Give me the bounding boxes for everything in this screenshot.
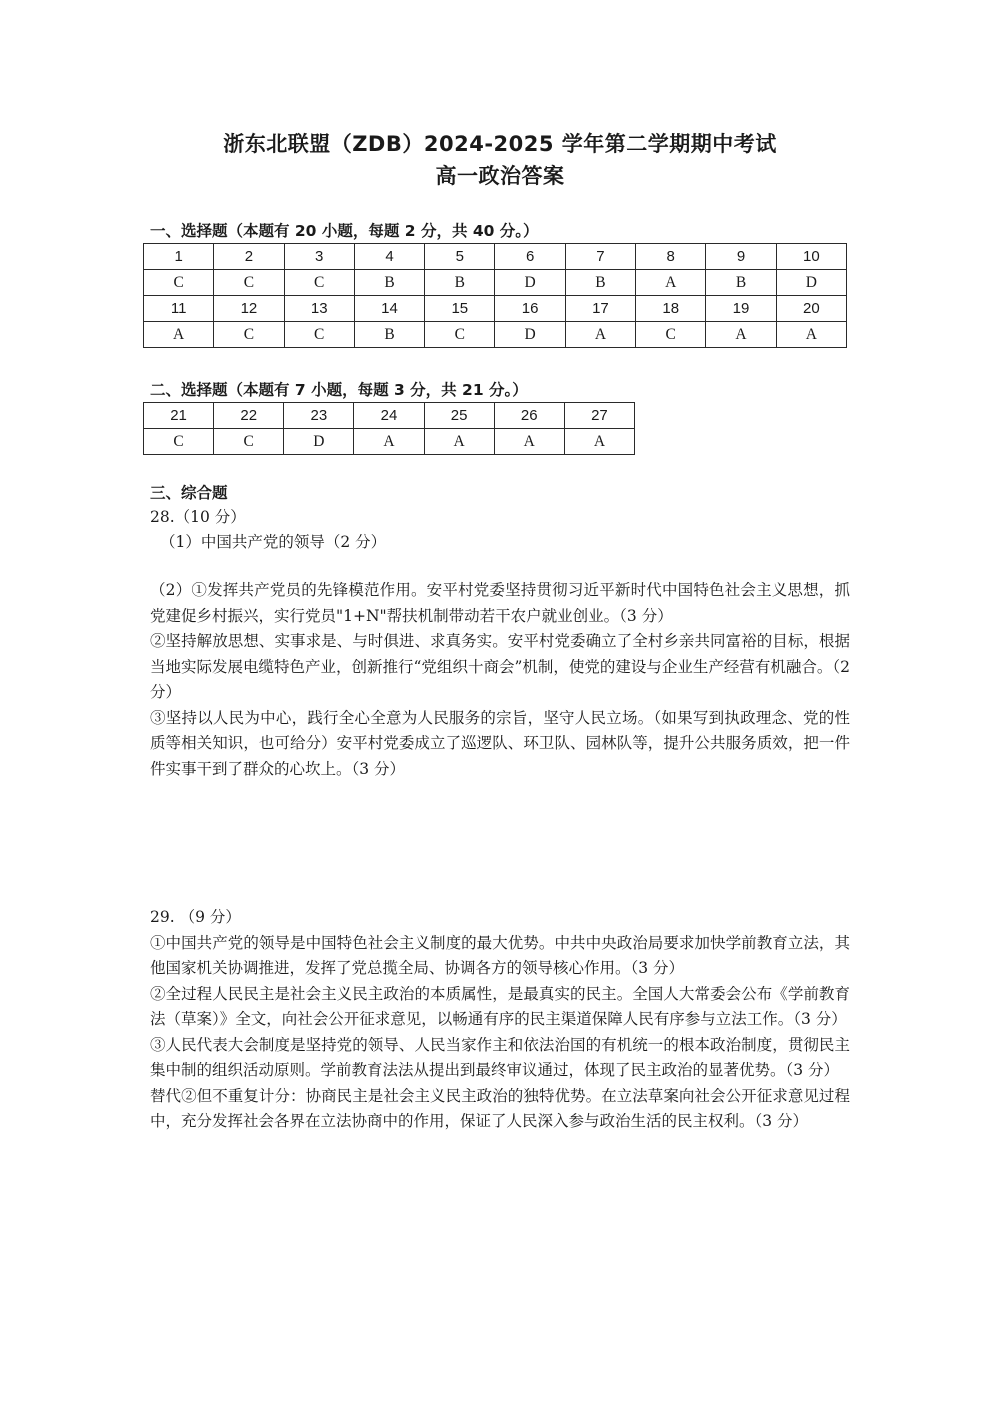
q29-point-1: ①中国共产党的领导是中国特色社会主义制度的最大优势。中共中央政治局要求加快学前教育立法，其他国家机关协调推进，发挥了党总揽全局、协调各方的领导核心作用。（3 分） xyxy=(150,933,850,977)
q28-point-3: ③坚持以人民为中心，践行全心全意为人民服务的宗旨，坚守人民立场。（如果写到执政理念、党的性质等相关知识，也可给分）安平村党委成立了巡逻队、环卫队、园林队等，提升公共服务质效，把一件件实事干到了群众的心坎上。（3 分） xyxy=(150,708,850,778)
table-row xyxy=(144,429,635,455)
q29-block xyxy=(150,905,850,1135)
question-number: 10 xyxy=(776,244,846,270)
question-number: 7 xyxy=(565,244,635,270)
answer-cell: B xyxy=(565,270,635,296)
question-number: 2 xyxy=(214,244,284,270)
document-title: 浙东北联盟（ZDB）2024-2025 学年第二学期期中考试 xyxy=(223,132,777,156)
answer-cell: A xyxy=(565,322,635,348)
answer-cell: A xyxy=(494,429,564,455)
answer-cell: C xyxy=(144,270,214,296)
section2-heading: 二、选择题（本题有 7 小题，每题 3 分，共 21 分。） xyxy=(150,381,528,399)
answer-cell: C xyxy=(214,322,284,348)
answer-cell: C xyxy=(214,270,284,296)
q29-point-2: ②全过程人民民主是社会主义民主政治的本质属性，是最真实的民主。全国人大常委会公布《学前教育法（草案）》全文，向社会公开征求意见，以畅通有序的民主渠道保障人民有序参与立法工作。（3 分） xyxy=(150,984,850,1028)
q28-header: 28.（10 分） xyxy=(150,508,246,526)
q28-part1: （1）中国共产党的领导（2 分） xyxy=(160,533,387,551)
answer-cell: B xyxy=(706,270,776,296)
question-number: 20 xyxy=(776,296,846,322)
question-number: 3 xyxy=(284,244,354,270)
answer-cell: D xyxy=(284,429,354,455)
q29-point-3: ③人民代表大会制度是坚持党的领导、人民当家作主和依法治国的有机统一的根本政治制度，贯彻民主集中制的组织活动原则。学前教育法法从提出到最终审议通过，体现了民主政治的显著优势。（3 分） xyxy=(150,1035,850,1079)
answer-cell: C xyxy=(284,270,354,296)
question-number: 24 xyxy=(354,403,424,429)
answer-cell: A xyxy=(564,429,634,455)
answer-cell: D xyxy=(776,270,846,296)
section1-heading: 一、选择题（本题有 20 小题，每题 2 分，共 40 分。） xyxy=(150,222,539,240)
section1-answer-table xyxy=(143,243,847,348)
question-number: 19 xyxy=(706,296,776,322)
question-number: 26 xyxy=(494,403,564,429)
question-number: 25 xyxy=(424,403,494,429)
answer-cell: A xyxy=(776,322,846,348)
question-number: 8 xyxy=(636,244,706,270)
answer-cell: C xyxy=(214,429,284,455)
answer-cell: C xyxy=(144,429,214,455)
answer-cell: A xyxy=(354,429,424,455)
answer-cell: C xyxy=(284,322,354,348)
table-row xyxy=(144,296,847,322)
document-subtitle: 高一政治答案 xyxy=(435,164,565,188)
answer-cell: A xyxy=(144,322,214,348)
question-number: 21 xyxy=(144,403,214,429)
question-number: 14 xyxy=(354,296,424,322)
question-number: 17 xyxy=(565,296,635,322)
q29-header: 29. （9 分） xyxy=(150,908,241,926)
question-number: 11 xyxy=(144,296,214,322)
answer-cell: D xyxy=(495,270,565,296)
question-number: 9 xyxy=(706,244,776,270)
answer-cell: B xyxy=(425,270,495,296)
question-number: 4 xyxy=(354,244,424,270)
question-number: 13 xyxy=(284,296,354,322)
answer-cell: D xyxy=(495,322,565,348)
question-number: 5 xyxy=(425,244,495,270)
answer-cell: A xyxy=(424,429,494,455)
question-number: 27 xyxy=(564,403,634,429)
table-row xyxy=(144,270,847,296)
q28-point-2: ②坚持解放思想、实事求是、与时俱进、求真务实。安平村党委确立了全村乡亲共同富裕的目标，根据当地实际发展电缆特色产业，创新推行“党组织十商会”机制，使党的建设与企业生产经营有机融合。（2 分） xyxy=(150,632,850,701)
question-number: 22 xyxy=(214,403,284,429)
q28-part2 xyxy=(150,578,850,782)
answer-cell: B xyxy=(354,322,424,348)
question-number: 15 xyxy=(425,296,495,322)
table-row xyxy=(144,403,635,429)
question-number: 18 xyxy=(636,296,706,322)
question-number: 23 xyxy=(284,403,354,429)
answer-cell: A xyxy=(636,270,706,296)
table-row xyxy=(144,322,847,348)
question-number: 6 xyxy=(495,244,565,270)
question-number: 12 xyxy=(214,296,284,322)
table-row xyxy=(144,244,847,270)
answer-cell: C xyxy=(425,322,495,348)
answer-cell: A xyxy=(706,322,776,348)
section3-heading: 三、综合题 xyxy=(150,484,228,502)
answer-cell: C xyxy=(636,322,706,348)
q29-alternative: 替代②但不重复计分：协商民主是社会主义民主政治的独特优势。在立法草案向社会公开征求意见过程中，充分发挥社会各界在立法协商中的作用，保证了人民深入参与政治生活的民主权利。（3 分） xyxy=(150,1086,850,1130)
question-number: 16 xyxy=(495,296,565,322)
section2-answer-table xyxy=(143,402,635,455)
question-number: 1 xyxy=(144,244,214,270)
answer-cell: B xyxy=(354,270,424,296)
q28-point-1: （2）①发挥共产党员的先锋模范作用。安平村党委坚持贯彻习近平新时代中国特色社会主义思想，抓党建促乡村振兴，实行党员"1+N"帮扶机制带动若干农户就业创业。（3 分） xyxy=(150,581,850,625)
